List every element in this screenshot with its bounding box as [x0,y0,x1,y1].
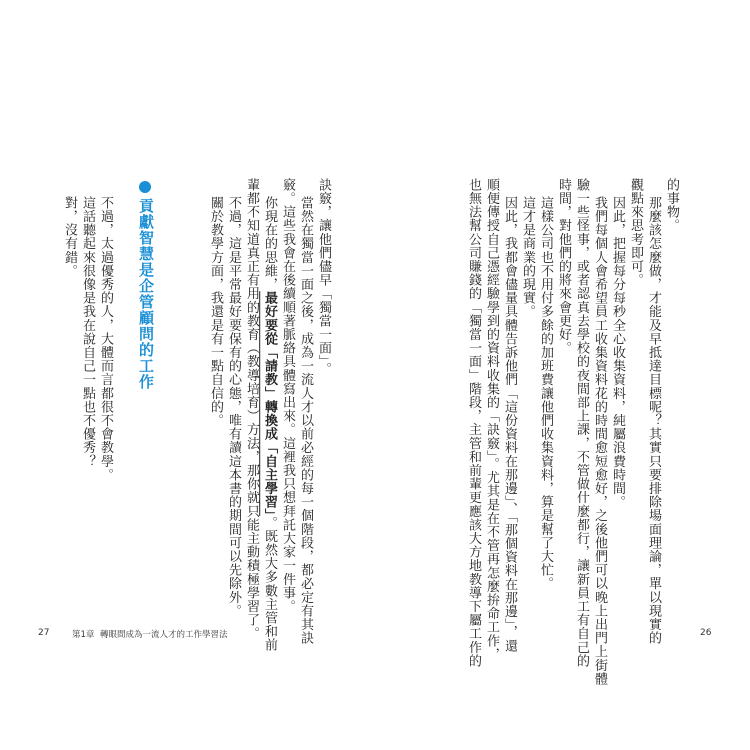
page-number-right: 26 [700,628,712,638]
page-number-left: 27 [38,628,50,638]
paragraph: 竅。這些我會在後續順著脈絡具體寫出來。這裡我只想拜託大家一件事。 [280,178,295,614]
paragraph: 不過，太過優秀的人，大體而言都很不會教學。 [98,196,113,482]
paragraph: 這樣公司也不用付多餘的加班費讓他們收集資料，算是幫了大忙。 [538,196,553,591]
paragraph: 對，沒有錯。 [62,196,77,278]
paragraph: 當然在獨當一面之後，成為一流人才以前必經的每一個階段，都必定有其訣 [298,196,313,645]
section-heading: 貢獻智慧是企管顧問的工作 [137,198,155,390]
paragraph: 那麼該怎麼做，才能及早抵達目標呢？其實只要排除場面理論，單以現實的 [646,196,661,645]
paragraph: 順便傳授自己憑經驗學到的資料收集的「訣竅」。尤其是在不管再怎麼拚命工作， [484,178,499,662]
paragraph: 我們每個人會希望員工收集資料花的時間愈短愈好，之後他們可以晚上出門上街體 [592,196,607,686]
chapter-title: 轉眼間成為一流人才的工作學習法 [100,630,228,640]
paragraph-text: 你現在的思維， [262,196,277,292]
paragraph: 關於教學方面，我還是有一點自信的。 [208,196,223,428]
paragraph: 的事物。 [664,178,679,233]
paragraph: 這話聽起來很像是我在說自己一點也不優秀？ [80,196,95,468]
paragraph-with-emphasis [260,196,278,652]
paragraph: 也無法幫公司賺錢的「獨當一面」階段，主管和前輩更應該大方地教導下屬工作的 [466,178,481,668]
emphasis-text: 最好要從「請教」轉換成「自主學習」 [262,291,277,516]
paragraph: 時間，對他們的將來會更好。 [556,178,571,355]
chapter-label: 第1章 [72,630,95,640]
paragraph: 不過，這是平常最好要保有的心態，唯有讀這本書的期間可以先除外。 [226,196,241,618]
paragraph: 觀點來思考即可。 [628,178,643,287]
paragraph: 訣竅，讓他們儘早「獨當一面」。 [316,178,331,376]
paragraph: 因此，把握每分每秒全心收集資料，純屬浪費時間。 [610,196,625,509]
paragraph: 輩都不知道真正有用的教育（教導培育）方法，那你就只能主動積極學習了。 [244,178,259,641]
heading-bullet-icon [139,181,151,193]
paragraph-text: 。既然大多數主管和前 [262,515,277,652]
paragraph: 驗一些怪事，或者認真去學校的夜間部上課，不管做什麼都行，讓新員工有自己的 [574,178,589,668]
paragraph: 因此，我都會儘量具體告訴他們「這份資料在那邊」、「那個資料在那邊」，還 [502,196,517,653]
paragraph: 這才是商業的現實。 [520,196,535,319]
